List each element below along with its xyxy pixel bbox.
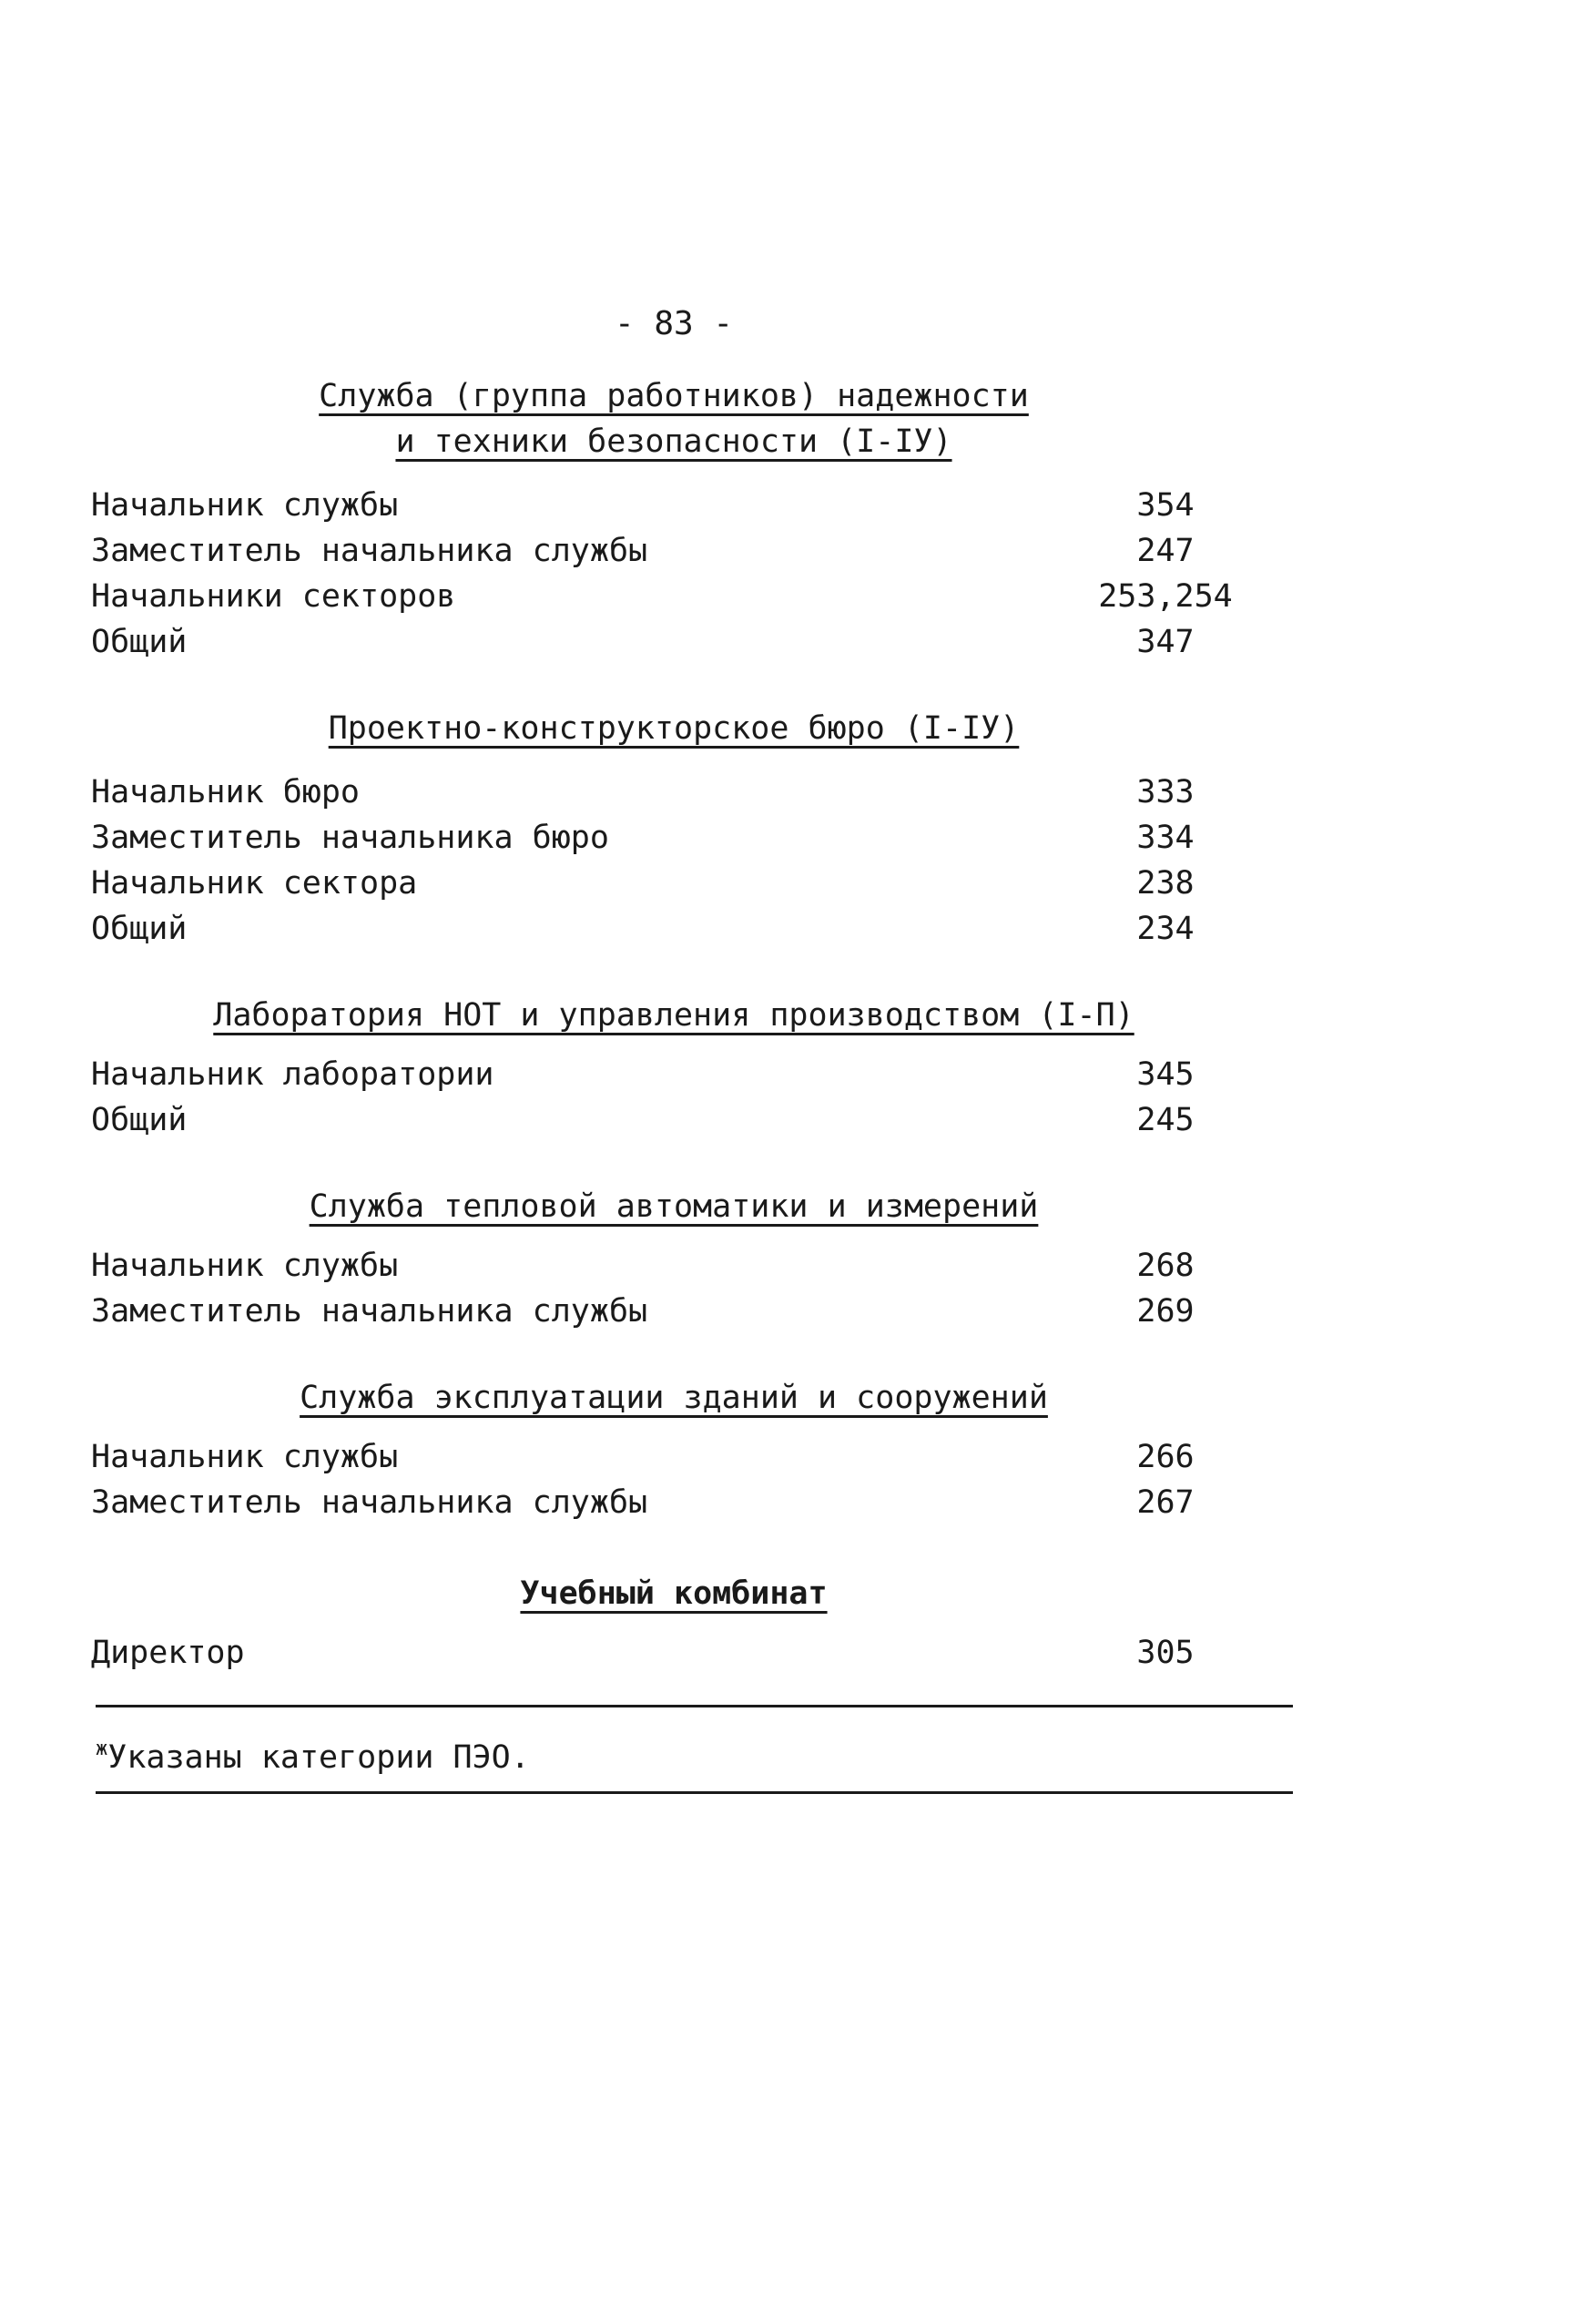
list-item [91,619,1238,665]
position-label: Начальник службы [91,487,399,524]
position-label: Общий [91,624,188,660]
section-title-line: Учебный комбинат [520,1575,828,1612]
position-label: Начальник службы [91,1439,399,1475]
list-item [91,906,1238,952]
phone-extension: 354 [1136,487,1195,524]
position-label: Начальник лаборатории [91,1056,494,1093]
section-title-line: Проектно-конструкторское бюро (I-IУ) [328,710,1020,747]
phone-extension: 247 [1136,533,1195,569]
position-label: Начальник сектора [91,865,418,902]
position-label: Начальники секторов [91,578,456,615]
phone-extension: 234 [1136,911,1195,947]
phone-extension: 347 [1136,624,1195,660]
list-item [91,528,1238,574]
list-item [91,861,1238,906]
list-item [91,483,1238,528]
phone-extension: 245 [1136,1102,1195,1138]
phone-extension: 305 [1136,1635,1195,1671]
page-number: - 83 - [614,305,734,342]
position-label: Заместитель начальника службы [91,533,648,569]
position-label: Начальник службы [91,1248,399,1284]
footnote-marker: ж [96,1738,108,1760]
section-title-line: Служба (группа работников) надежности [319,378,1029,414]
position-label: Заместитель начальника службы [91,1484,648,1521]
list-item [91,1052,1238,1097]
phone-extension: 333 [1136,774,1195,810]
footnote-top-rule [96,1705,1293,1707]
phone-extension: 238 [1136,865,1195,902]
list-item [91,815,1238,861]
list-item [91,1630,1238,1676]
list-item [91,1243,1238,1289]
section-title-line: и техники безопасности (I-IУ) [395,423,952,460]
section-title-line: Служба эксплуатации зданий и сооружений [300,1380,1048,1416]
position-label: Заместитель начальника службы [91,1293,648,1330]
phone-extension: 268 [1136,1248,1195,1284]
position-label: Заместитель начальника бюро [91,820,609,856]
phone-extension: 269 [1136,1293,1195,1330]
phone-extension: 266 [1136,1439,1195,1475]
phone-extension: 345 [1136,1056,1195,1093]
position-label: Начальник бюро [91,774,361,810]
phone-extension: 334 [1136,820,1195,856]
phone-extension: 267 [1136,1484,1195,1521]
position-label: Общий [91,1102,188,1138]
list-item [91,574,1238,619]
phone-extension: 253,254 [1098,578,1233,615]
list-item [91,1434,1238,1480]
position-label: Директор [91,1635,245,1671]
list-item [91,1480,1238,1525]
footnote-text: Указаны категории ПЭО. [107,1739,530,1776]
list-item [91,1289,1238,1334]
footnote [96,1727,530,1780]
list-item [91,770,1238,815]
section-title-line: Служба тепловой автоматики и измерений [309,1188,1039,1225]
position-label: Общий [91,911,188,947]
footnote-bottom-rule [96,1791,1293,1794]
section-title-line: Лаборатория НОТ и управления производством (I-П) [213,997,1134,1034]
list-item [91,1097,1238,1143]
